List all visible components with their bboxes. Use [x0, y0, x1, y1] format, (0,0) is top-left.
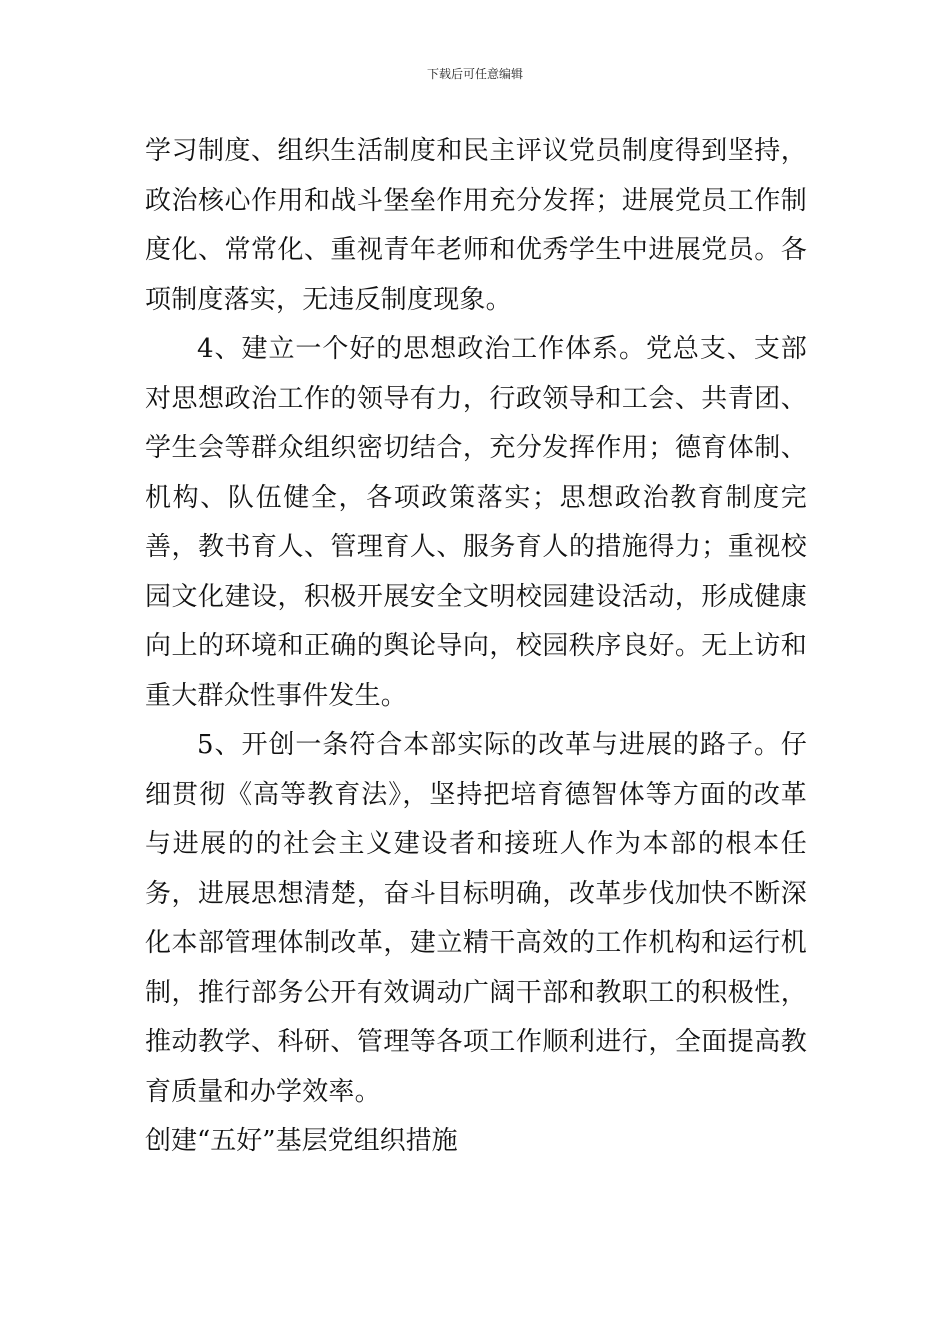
- section-heading: 创建“五好”基层党组织措施: [145, 1126, 458, 1156]
- paragraph-continuation: 学习制度、组织生活制度和民主评议党员制度得到坚持，政治核心作用和战斗堡垒作用充分发挥；进展党员工作制度化、常常化、重视青年老师和优秀学生中进展党员。各项制度落实，无违反制度现象。: [145, 136, 807, 315]
- page-header-note: 下载后可任意编辑: [426, 67, 523, 81]
- document-body: [145, 127, 807, 1167]
- paragraph-item-5: 5、开创一条符合本部实际的改革与进展的路子。仔细贯彻《高等教育法》，坚持把培育德智体等方面的改革与进展的的社会主义建设者和接班人作为本部的根本任务，进展思想清楚，奋斗目标明确，改革步伐加快不断深化本部管理体制改革，建立精干高效的工作机构和运行机制，推行部务公开有效调动广阔干部和教职工的积极性，推动教学、科研、管理等各项工作顺利进行，全面提高教育质量和办学效率。: [145, 730, 807, 1107]
- paragraph-item-4: 4、建立一个好的思想政治工作体系。党总支、支部对思想政治工作的领导有力，行政领导和工会、共青团、学生会等群众组织密切结合，充分发挥作用；德育体制、机构、队伍健全，各项政策落实；思想政治教育制度完善，教书育人、管理育人、服务育人的措施得力；重视校园文化建设，积极开展安全文明校园建设活动，形成健康向上的环境和正确的舆论导向，校园秩序良好。无上访和重大群众性事件发生。: [145, 334, 807, 711]
